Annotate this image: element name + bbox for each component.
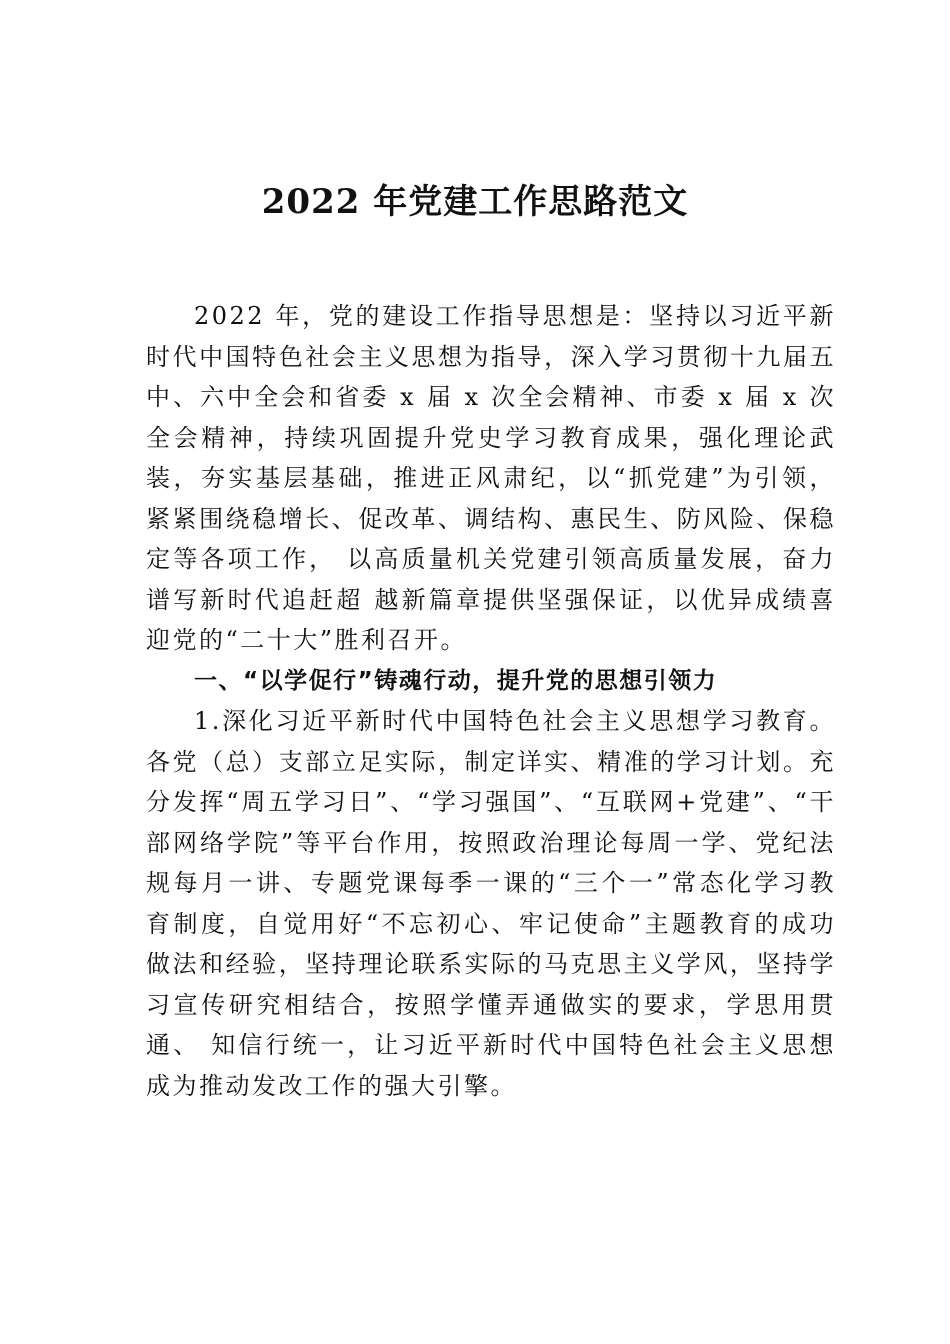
section-paragraph: 1.深化习近平新时代中国特色社会主义思想学习教育。各党（总）支部立足实际，制定详实、精准的学习计划。充分发挥“周五学习日”、“学习强国”、“互联网+党建”、“干部网络学院”等平台作用，按照政治理论每周一学、党纪法规每月一讲、专题党课每季一课的“三个一”常态化学习教育制度，自觉用好“不忘初心、牢记使命”主题教育的成功做法和经验，坚持理论联系实际的马克思主义学风，坚持学习宣传研究相结合，按照学懂弄通做实的要求，学思用贯通、 知信行统一，让习近平新时代中国特色社会主义思想成为推动发改工作的强大引擎。: [146, 707, 836, 1100]
intro-paragraph: 2022 年，党的建设工作指导思想是：坚持以习近平新时代中国特色社会主义思想为指导，深入学习贯彻十九届五中、六中全会和省委 x 届 x 次全会精神、市委 x 届 x 次全会精神，持续巩固提升党史学习教育成果，强化理论武装，夯实基层基础，推进正风肃纪，以“抓党建”为引领，紧紧围绕稳增长、促改革、调结构、惠民生、防风险、保稳定等各项工作， 以高质量机关党建引领高质量发展，奋力谱写新时代追赶超 越新篇章提供坚强保证，以优异成绩喜迎党的“二十大”胜利召开。: [146, 302, 836, 654]
section-heading: 一、“以学促行”铸魂行动，提升党的思想引领力: [194, 667, 718, 694]
document-title: 2022 年党建工作思路范文: [261, 182, 689, 222]
document-body: [146, 296, 836, 1106]
